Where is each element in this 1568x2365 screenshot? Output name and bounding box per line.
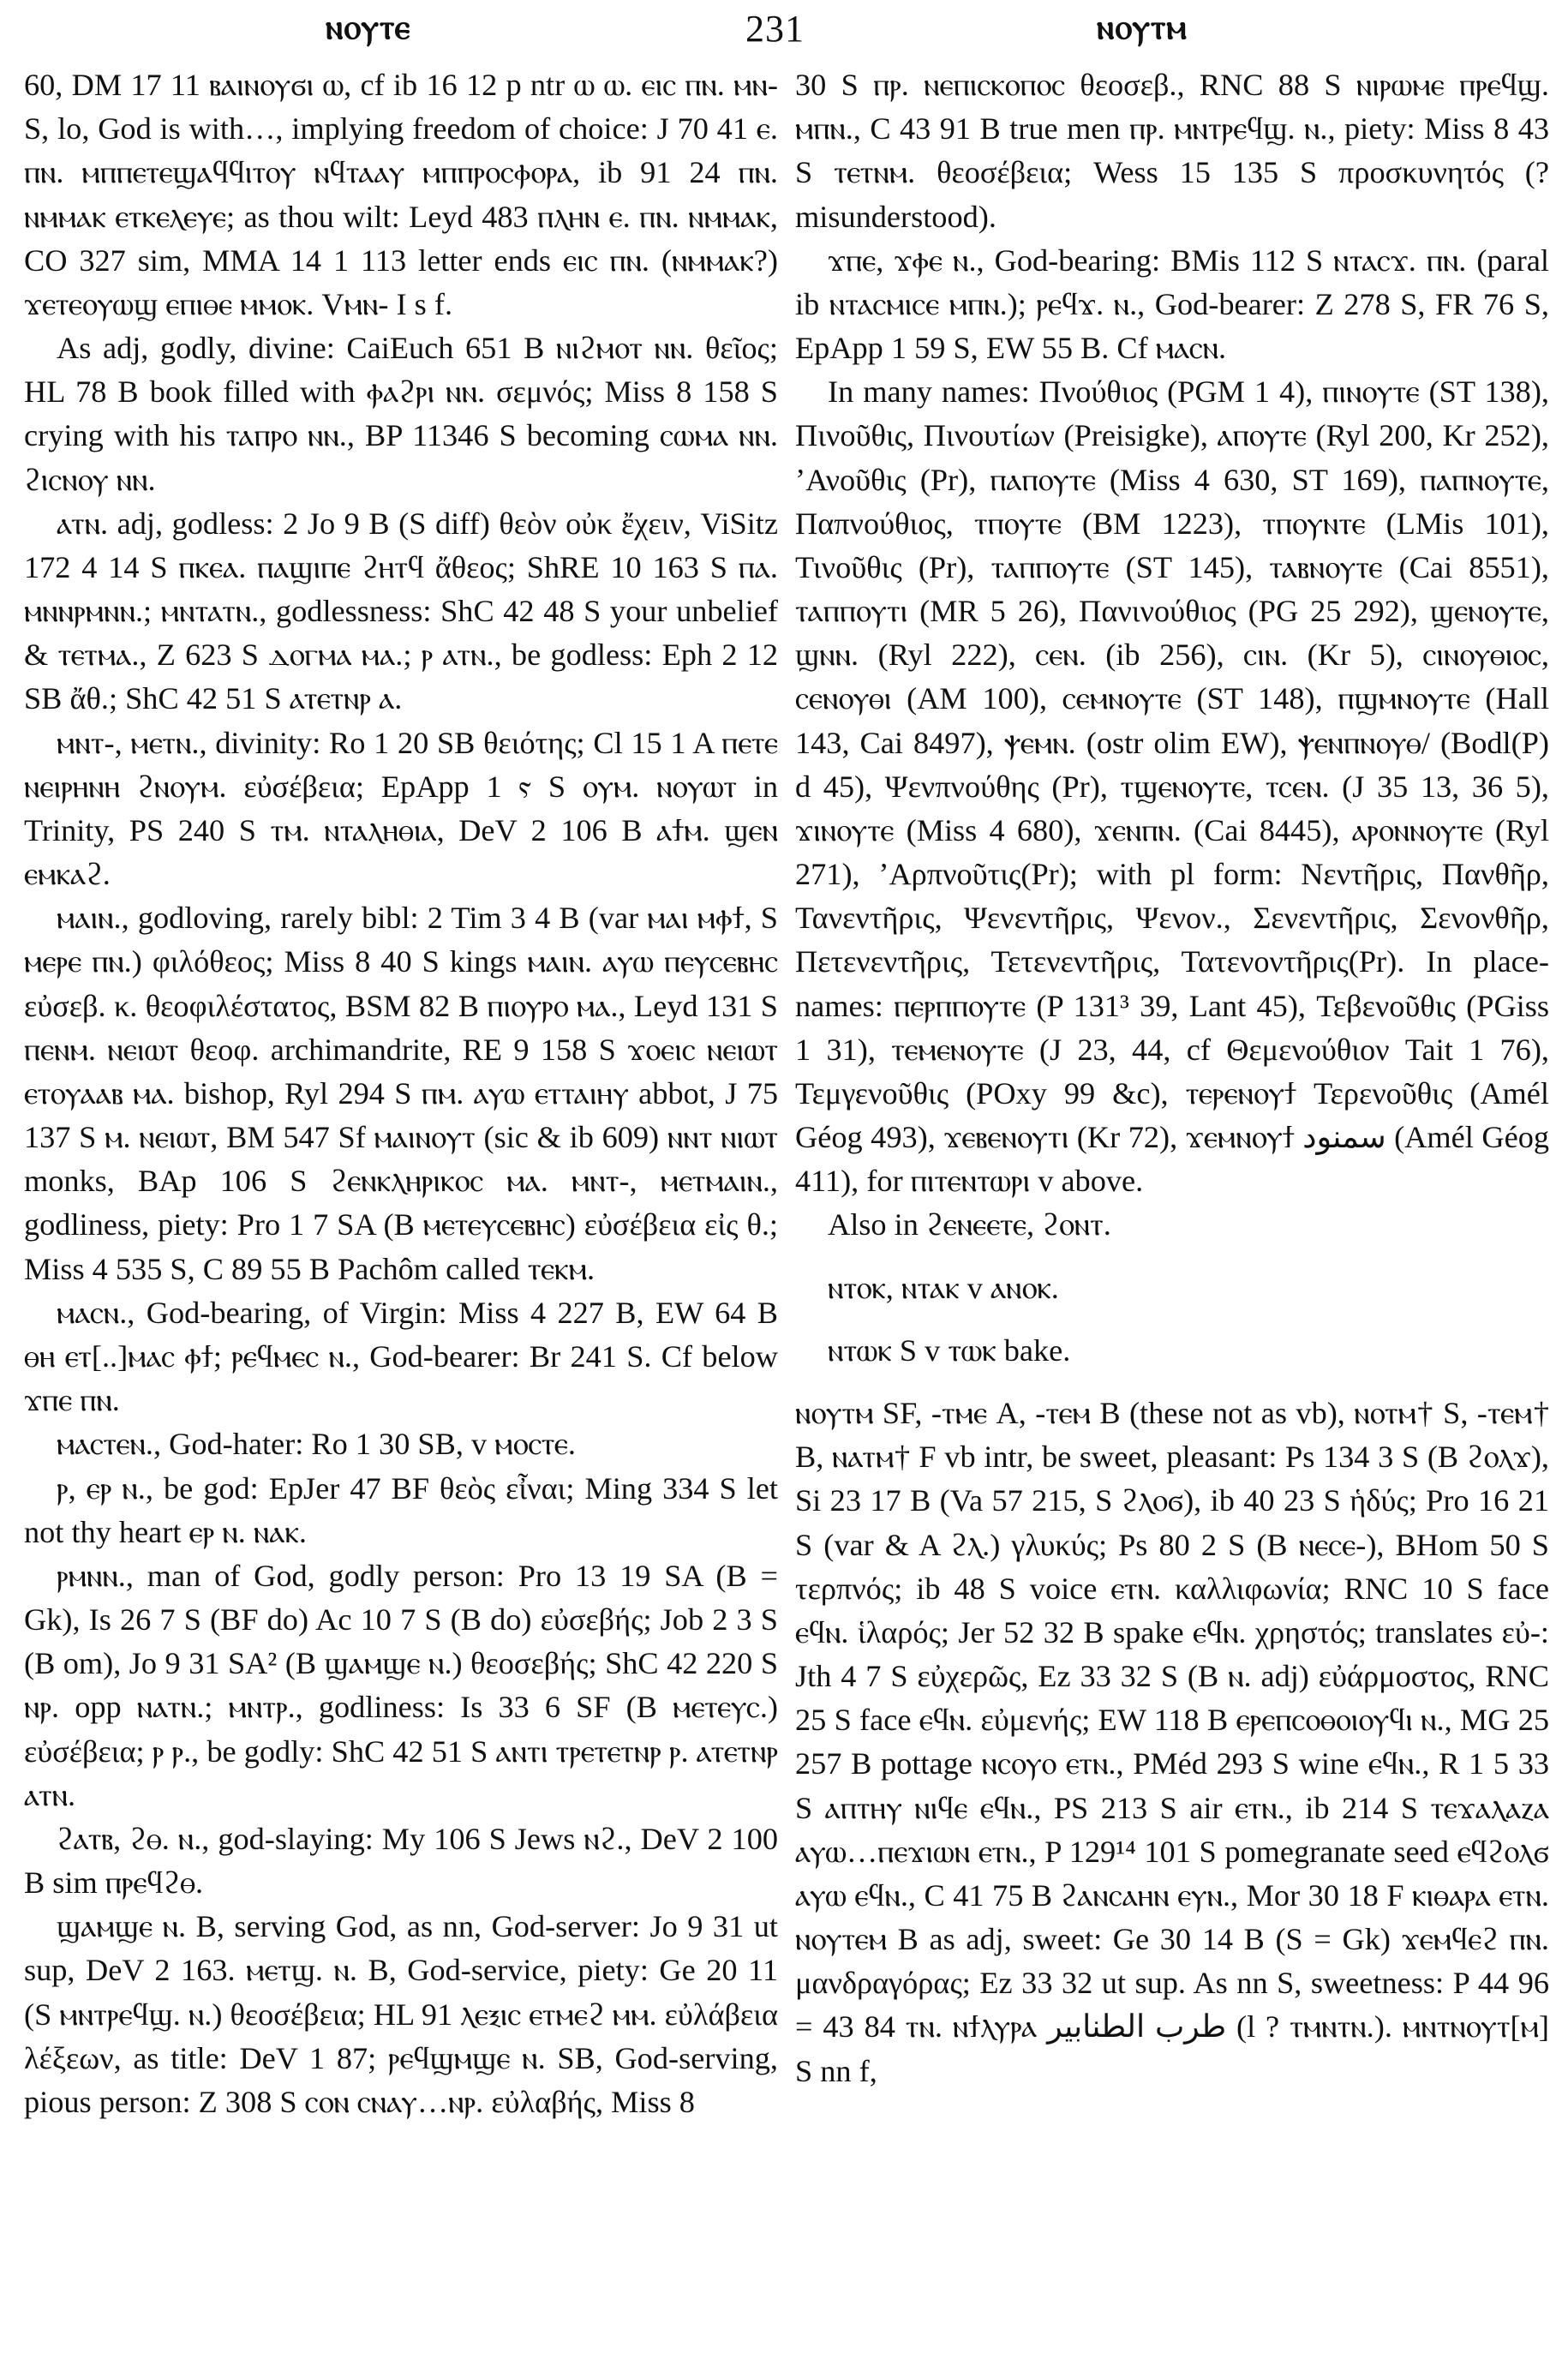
entry-paragraph: In many names: Πνούθιος (PGM 1 4), ⲡⲓⲛⲟⲩⲧⲉ (ST 138), Πινοῦθις, Πινουτίων (Preisigke), ⲁⲡⲟⲩⲧⲉ (Ryl 200, Kr 252), ʼΑνοῦθις (Pr), ⲡⲁⲡⲟⲩⲧⲉ (Miss 4 630, ST 169), ⲡⲁⲡⲛⲟⲩⲧⲉ, Παπνούθιος, ⲧⲡⲟⲩⲧⲉ (BM 1223), ⲧⲡⲟⲩⲛⲧⲉ (LMis 101), Τινοῦθις (Pr), ⲧⲁⲡⲡⲟⲩⲧⲉ (ST 145), ⲧⲁⲃⲛⲟⲩⲧⲉ (Cai 8551), ⲧⲁⲡⲡⲟⲩⲧⲓ (MR 5 26), Πανινούθιος (PG 25 292), ϣⲉⲛⲟⲩⲧⲉ, ϣⲛⲛ. (Ryl 222), ⲥⲉⲛ. (ib 256), ⲥⲓⲛ. (Kr 5), ⲥⲓⲛⲟⲩⲑⲓⲟⲥ, ⲥⲉⲛⲟⲩⲑⲓ (AM 100), ⲥⲉⲙⲛⲟⲩⲧⲉ (ST 148), ⲡϣⲙⲛⲟⲩⲧⲉ (Hall 143, Cai 8497), ⲯⲉⲙⲛ. (ostr olim EW), ⲯⲉⲛⲡⲛⲟⲩⲑ/ (Bodl(P) d 45), Ψενπνούθης (Pr), ⲧϣⲉⲛⲟⲩⲧⲉ, ⲧⲥⲉⲛ. (J 35 13, 36 5), ϫⲓⲛⲟⲩⲧⲉ (Miss 4 680), ϫⲉⲛⲡⲛ. (Cai 8445), ⲁⲣⲟⲛⲛⲟⲩⲧⲉ (Ryl 271), ʼΑρπνοῦτις(Pr); with pl form: Νεντῆρις, Πανθῆρ, Τανεντῆρις, Ψενεντῆρις, Ψενον., Σενεντῆρις, Σενονθῆρ, Πετενεντῆρις, Τετενεντῆρις, Τατενοντῆρις(Pr). In place-names: ⲡⲉⲣⲡⲡⲟⲩⲧⲉ (P 131³ 39, Lant 45), Τεβενοῦθις (PGiss 1 31), ⲧⲉⲙⲉⲛⲟⲩⲧⲉ (J 23, 44, cf Θεμενούθιον Tait 1 76), Τεμγενοῦθις (POxy 99 &c), ⲧⲉⲣⲉⲛⲟⲩϯ Τερενοῦθις (Amél Géog 493), ϫⲉⲃⲉⲛⲟⲩⲧⲓ (Kr 72), ϫⲉⲙⲛⲟⲩϯ سمنود (Amél Géog 411), for ⲡⲓⲧⲉⲛⲧⲱⲣⲓ v above. [795,374,1549,1199]
entry-paragraph: ⲙⲁⲥⲧⲉⲛ., God-hater: Ro 1 30 SB, v ⲙⲟⲥⲧⲉ. [57,1427,576,1462]
entry-paragraph: ⲣ, ⲉⲣ ⲛ., be god: EpJer 47 BF θεὸς εἶναι; Ming 334 S let not thy heart ⲉⲣ ⲛ. ⲛⲁⲕ. [24,1470,778,1549]
header-right-word: ⲛⲟⲩⲧⲙ [1097,7,1188,47]
entry-paragraph: As adj, godly, divine: CaiEuch 651 B ⲛⲓϩⲙⲟⲧ ⲛⲛ. θεῖος; HL 78 B book filled with ⲫⲁϩⲣⲓ ⲛⲛ. σεμνός; Miss 8 158 S crying with his ⲧⲁⲡⲣⲟ ⲛⲛ., BP 11346 S becoming ⲥⲱⲙⲁ ⲛⲛ. ϩⲓⲥⲛⲟⲩ ⲛⲛ. [24,331,778,497]
entry-paragraph: ϫⲡⲉ, ϫⲫⲉ ⲛ., God-bearing: BMis 112 S ⲛⲧⲁⲥϫ. ⲡⲛ. (paral ib ⲛⲧⲁⲥⲙⲓⲥⲉ ⲙⲡⲛ.); ⲣⲉϥϫ. ⲛ., God-bearer: Z 278 S, FR 76 S, EpApp 1 59 S, EW 55 B. Cf ⲙⲁⲥⲛ. [795,242,1549,366]
entry-paragraph: 30 S ⲡⲣ. ⲛⲉⲡⲓⲥⲕⲟⲡⲟⲥ θεοσεβ., RNC 88 S ⲛⲓⲣⲱⲙⲉ ⲡⲣⲉϥϣ. ⲙⲡⲛ., C 43 91 B true men ⲡⲣ. ⲙⲛⲧⲣⲉϥϣ. ⲛ., piety: Miss 8 43 S ⲧⲉⲧⲛⲙ. θεοσέβεια; Wess 15 135 S προσκυνητός (? misunderstood). [795,68,1549,234]
entry-paragraph: Also in ϩⲉⲛⲉⲉⲧⲉ, ϩⲟⲛⲧ. [828,1207,1111,1242]
entry-paragraph: 60, DM 17 11 ⲃⲁⲓⲛⲟⲩϭⲓ ⲱ, cf ib 16 12 p ntr ⲱ ⲱ. ⲉⲓⲥ ⲡⲛ. ⲙⲛ- S, lo, God is with…, implying freedom of choice: J 70 41 ⲉ. ⲡⲛ. ⲙⲡⲡⲉⲧⲉϣⲁϥϥⲓⲧⲟⲩ ⲛϥⲧⲁⲁⲩ ⲙⲡⲡⲣⲟⲥⲫⲟⲣⲁ, ib 91 24 ⲡⲛ. ⲛⲙⲙⲁⲕ ⲉⲧⲕⲉⲗⲉⲩⲉ; as thou wilt: Leyd 483 ⲡⲗⲏⲛ ⲉ. ⲡⲛ. ⲛⲙⲙⲁⲕ, CO 327 sim, MMA 14 1 113 letter ends ⲉⲓⲥ ⲡⲛ. (ⲛⲙⲙⲁⲕ?) ϫⲉⲧⲉⲟⲩⲱϣ ⲉⲡⲓⲑⲉ ⲙⲙⲟⲕ. Vⲙⲛ- I s f. [24,68,778,321]
entry-paragraph: ⲣⲙⲛⲛ., man of God, godly person: Pro 13 19 SA (B = Gk), Is 26 7 S (BF do) Ac 10 7 S (B do) εὐσεβής; Job 2 3 S (B om), Jo 9 31 SA² (B ϣⲁⲙϣⲉ ⲛ.) θεοσεβής; ShC 42 220 S ⲛⲣ. opp ⲛⲁⲧⲛ.; ⲙⲛⲧⲣ., godliness: Is 33 6 SF (B ⲙⲉⲧⲉⲩⲥ.) εὐσέβεια; ⲣ ⲣ., be godly: ShC 42 51 S ⲁⲛⲧⲓ ⲧⲣⲉⲧⲉⲧⲛⲣ ⲣ. ⲁⲧⲉⲧⲛⲣ ⲁⲧⲛ. [24,1558,778,1812]
entry-paragraph: ϩⲁⲧⲃ, ϩⲑ. ⲛ., god-slaying: My 106 S Jews ⲛϩ., DeV 2 100 B sim ⲡⲣⲉϥϩⲑ. [24,1821,778,1901]
entry-paragraph: ⲙⲛⲧ-, ⲙⲉⲧⲛ., divinity: Ro 1 20 SB θειότης; Cl 15 1 A ⲡⲉⲧⲉ ⲛⲉⲓⲣⲏⲛⲏ ϩⲛⲟⲩⲙ. εὐσέβεια; EpApp 1 ⲋ S ⲟⲩⲙ. ⲛⲟⲩⲱⲧ in Trinity, PS 240 S ⲧⲙ. ⲛⲧⲁⲗⲏⲑⲓⲁ, DeV 2 106 B ⲁϯⲙ. ϣⲉⲛ ⲉⲙⲕⲁϩ. [24,725,778,892]
entry-paragraph: ϣⲁⲙϣⲉ ⲛ. B, serving God, as nn, God-server: Jo 9 31 ut sup, DeV 2 163. ⲙⲉⲧϣ. ⲛ. B, God-service, piety: Ge 20 11 (S ⲙⲛⲧⲣⲉϥϣ. ⲛ.) θεοσέβεια; HL 91 ⲗⲉⲝⲓⲥ ⲉⲧⲙⲉϩ ⲙⲙ. εὐλάβεια λέξεων, as title: DeV 1 87; ⲣⲉϥϣⲙϣⲉ ⲛ. SB, God-serving, pious person: Z 308 S ⲥⲟⲛ ⲥⲛⲁⲩ…ⲛⲣ. εὐλαβής, Miss 8 [24,1909,778,2119]
entry-paragraph: ⲙⲁⲓⲛ., godloving, rarely bibl: 2 Tim 3 4 B (var ⲙⲁⲓ ⲙⲫϯ, S ⲙⲉⲣⲉ ⲡⲛ.) φιλόθεος; Miss 8 40 S kings ⲙⲁⲓⲛ. ⲁⲩⲱ ⲡⲉⲩⲥⲉⲃⲏⲥ εὐσεβ. κ. θεοφιλέστατος, BSM 82 B ⲡⲓⲟⲩⲣⲟ ⲙⲁ., Leyd 131 S ⲡⲉⲛⲙ. ⲛⲉⲓⲱⲧ θεοφ. archimandrite, RE 9 158 S ϫⲟⲉⲓⲥ ⲛⲉⲓⲱⲧ ⲉⲧⲟⲩⲁⲁⲃ ⲙⲁ. bishop, Ryl 294 S ⲡⲙ. ⲁⲩⲱ ⲉⲧⲧⲁⲓⲏⲩ abbot, J 75 137 S ⲙ. ⲛⲉⲓⲱⲧ, BM 547 Sf ⲙⲁⲓⲛⲟⲩⲧ (sic & ib 609) ⲛⲛⲧ ⲛⲓⲱⲧ monks, BAp 106 S ϩⲉⲛⲕⲗⲏⲣⲓⲕⲟⲥ ⲙⲁ. ⲙⲛⲧ-, ⲙⲉⲧⲙⲁⲓⲛ., godliness, piety: Pro 1 7 SA (B ⲙⲉⲧⲉⲩⲥⲉⲃⲏⲥ) εὐσέβεια εἰς θ.; Miss 4 535 S, C 89 55 B Pachôm called ⲧⲉⲕⲙ. [24,901,778,1286]
right-column [795,63,1549,2360]
left-column [24,63,778,2360]
header-left-word: ⲛⲟⲩⲧⲉ [326,7,411,47]
running-header [0,0,1568,69]
entry-paragraph: ⲙⲁⲥⲛ., God-bearing, of Virgin: Miss 4 227 B, EW 64 B ⲑⲏ ⲉⲧ[..]ⲙⲁⲥ ⲫϯ; ⲣⲉϥⲙⲉⲥ ⲛ., God-bearer: Br 241 S. Cf below ϫⲡⲉ ⲡⲛ. [24,1295,778,1418]
entry-paragraph: ⲛⲧⲟⲕ, ⲛⲧⲁⲕ v ⲁⲛⲟⲕ. [828,1270,1059,1305]
page-number: 231 [745,8,805,50]
entry-paragraph: ⲁⲧⲛ. adj, godless: 2 Jo 9 B (S diff) θεὸν οὐκ ἔχειν, ViSitz 172 4 14 S ⲡⲕⲉⲁ. ⲡⲁϣⲓⲡⲉ ϩⲏⲧϥ ἄθεος; ShRE 10 163 S ⲡⲁ. ⲙⲛⲛⲣⲙⲛⲛ.; ⲙⲛⲧⲁⲧⲛ., godlessness: ShC 42 48 S your unbelief & ⲧⲉⲧⲙⲁ., Z 623 S ⲇⲟⲅⲙⲁ ⲙⲁ.; ⲣ ⲁⲧⲛ., be godless: Eph 2 12 SB ἄθ.; ShC 42 51 S ⲁⲧⲉⲧⲛⲣ ⲁ. [24,506,778,716]
entry-paragraph: ⲛⲧⲱⲕ S v ⲧⲱⲕ bake. [828,1332,1071,1368]
entry-paragraph: ⲛⲟⲩⲧⲙ SF, -ⲧⲙⲉ A, -ⲧⲉⲙ B (these not as vb), ⲛⲟⲧⲙ† S, -ⲧⲉⲙ† B, ⲛⲁⲧⲙ† F vb intr, be sweet, pleasant: Ps 134 3 S (B ϩⲟⲗϫ), Si 23 17 B (Va 57 215, S ϩⲗⲟϭ), ib 40 23 S ἡδύς; Pro 16 21 S (var & A ϩⲗ.) γλυκύς; Ps 80 2 S (B ⲛⲉⲥⲉ-), BHom 50 S τερπνός; ib 48 S voice ⲉⲧⲛ. καλλιφωνία; RNC 10 S face ⲉϥⲛ. ἱλαρός; Jer 52 32 B spake ⲉϥⲛ. χρηστός; translates εὐ-: Jth 4 7 S εὐχερῶς, Ez 33 32 S (B ⲛ. adj) εὐάρμοστος, RNC 25 S face ⲉϥⲛ. εὐμενής; EW 118 B ⲉⲣⲉⲡⲥⲟⲑⲟⲓⲟⲩϥⲓ ⲛ., MG 25 257 B pottage ⲛⲥⲟⲩⲟ ⲉⲧⲛ., PMéd 293 S wine ⲉϥⲛ., R 1 5 33 S ⲁⲡⲧⲏⲩ ⲛⲓϥⲉ ⲉϥⲛ., PS 213 S air ⲉⲧⲛ., ib 214 S ⲧⲉϫⲁⲗⲁⲍⲁ ⲁⲩⲱ…ⲡⲉϫⲓⲱⲛ ⲉⲧⲛ., P 129¹⁴ 101 S pomegranate seed ⲉϥϩⲟⲗϭ ⲁⲩⲱ ⲉϥⲛ., C 41 75 B ϩⲁⲛⲥⲁⲏⲛ ⲉⲩⲛ., Mor 30 18 F ⲕⲓⲑⲁⲣⲁ ⲉⲧⲛ. ⲛⲟⲩⲧⲉⲙ B as adj, sweet: Ge 30 14 B (S = Gk) ϫⲉⲙϥⲉϩ ⲡⲛ. μανδραγόρας; Ez 33 32 ut sup. As nn S, sweetness: P 44 96 = 43 84 ⲧⲛ. ⲛϯⲗⲩⲣⲁ طرب الطنابير (l ? ⲧⲙⲛⲧⲛ.). ⲙⲛⲧⲛⲟⲩⲧ[ⲙ] S nn f, [795,1395,1549,2088]
